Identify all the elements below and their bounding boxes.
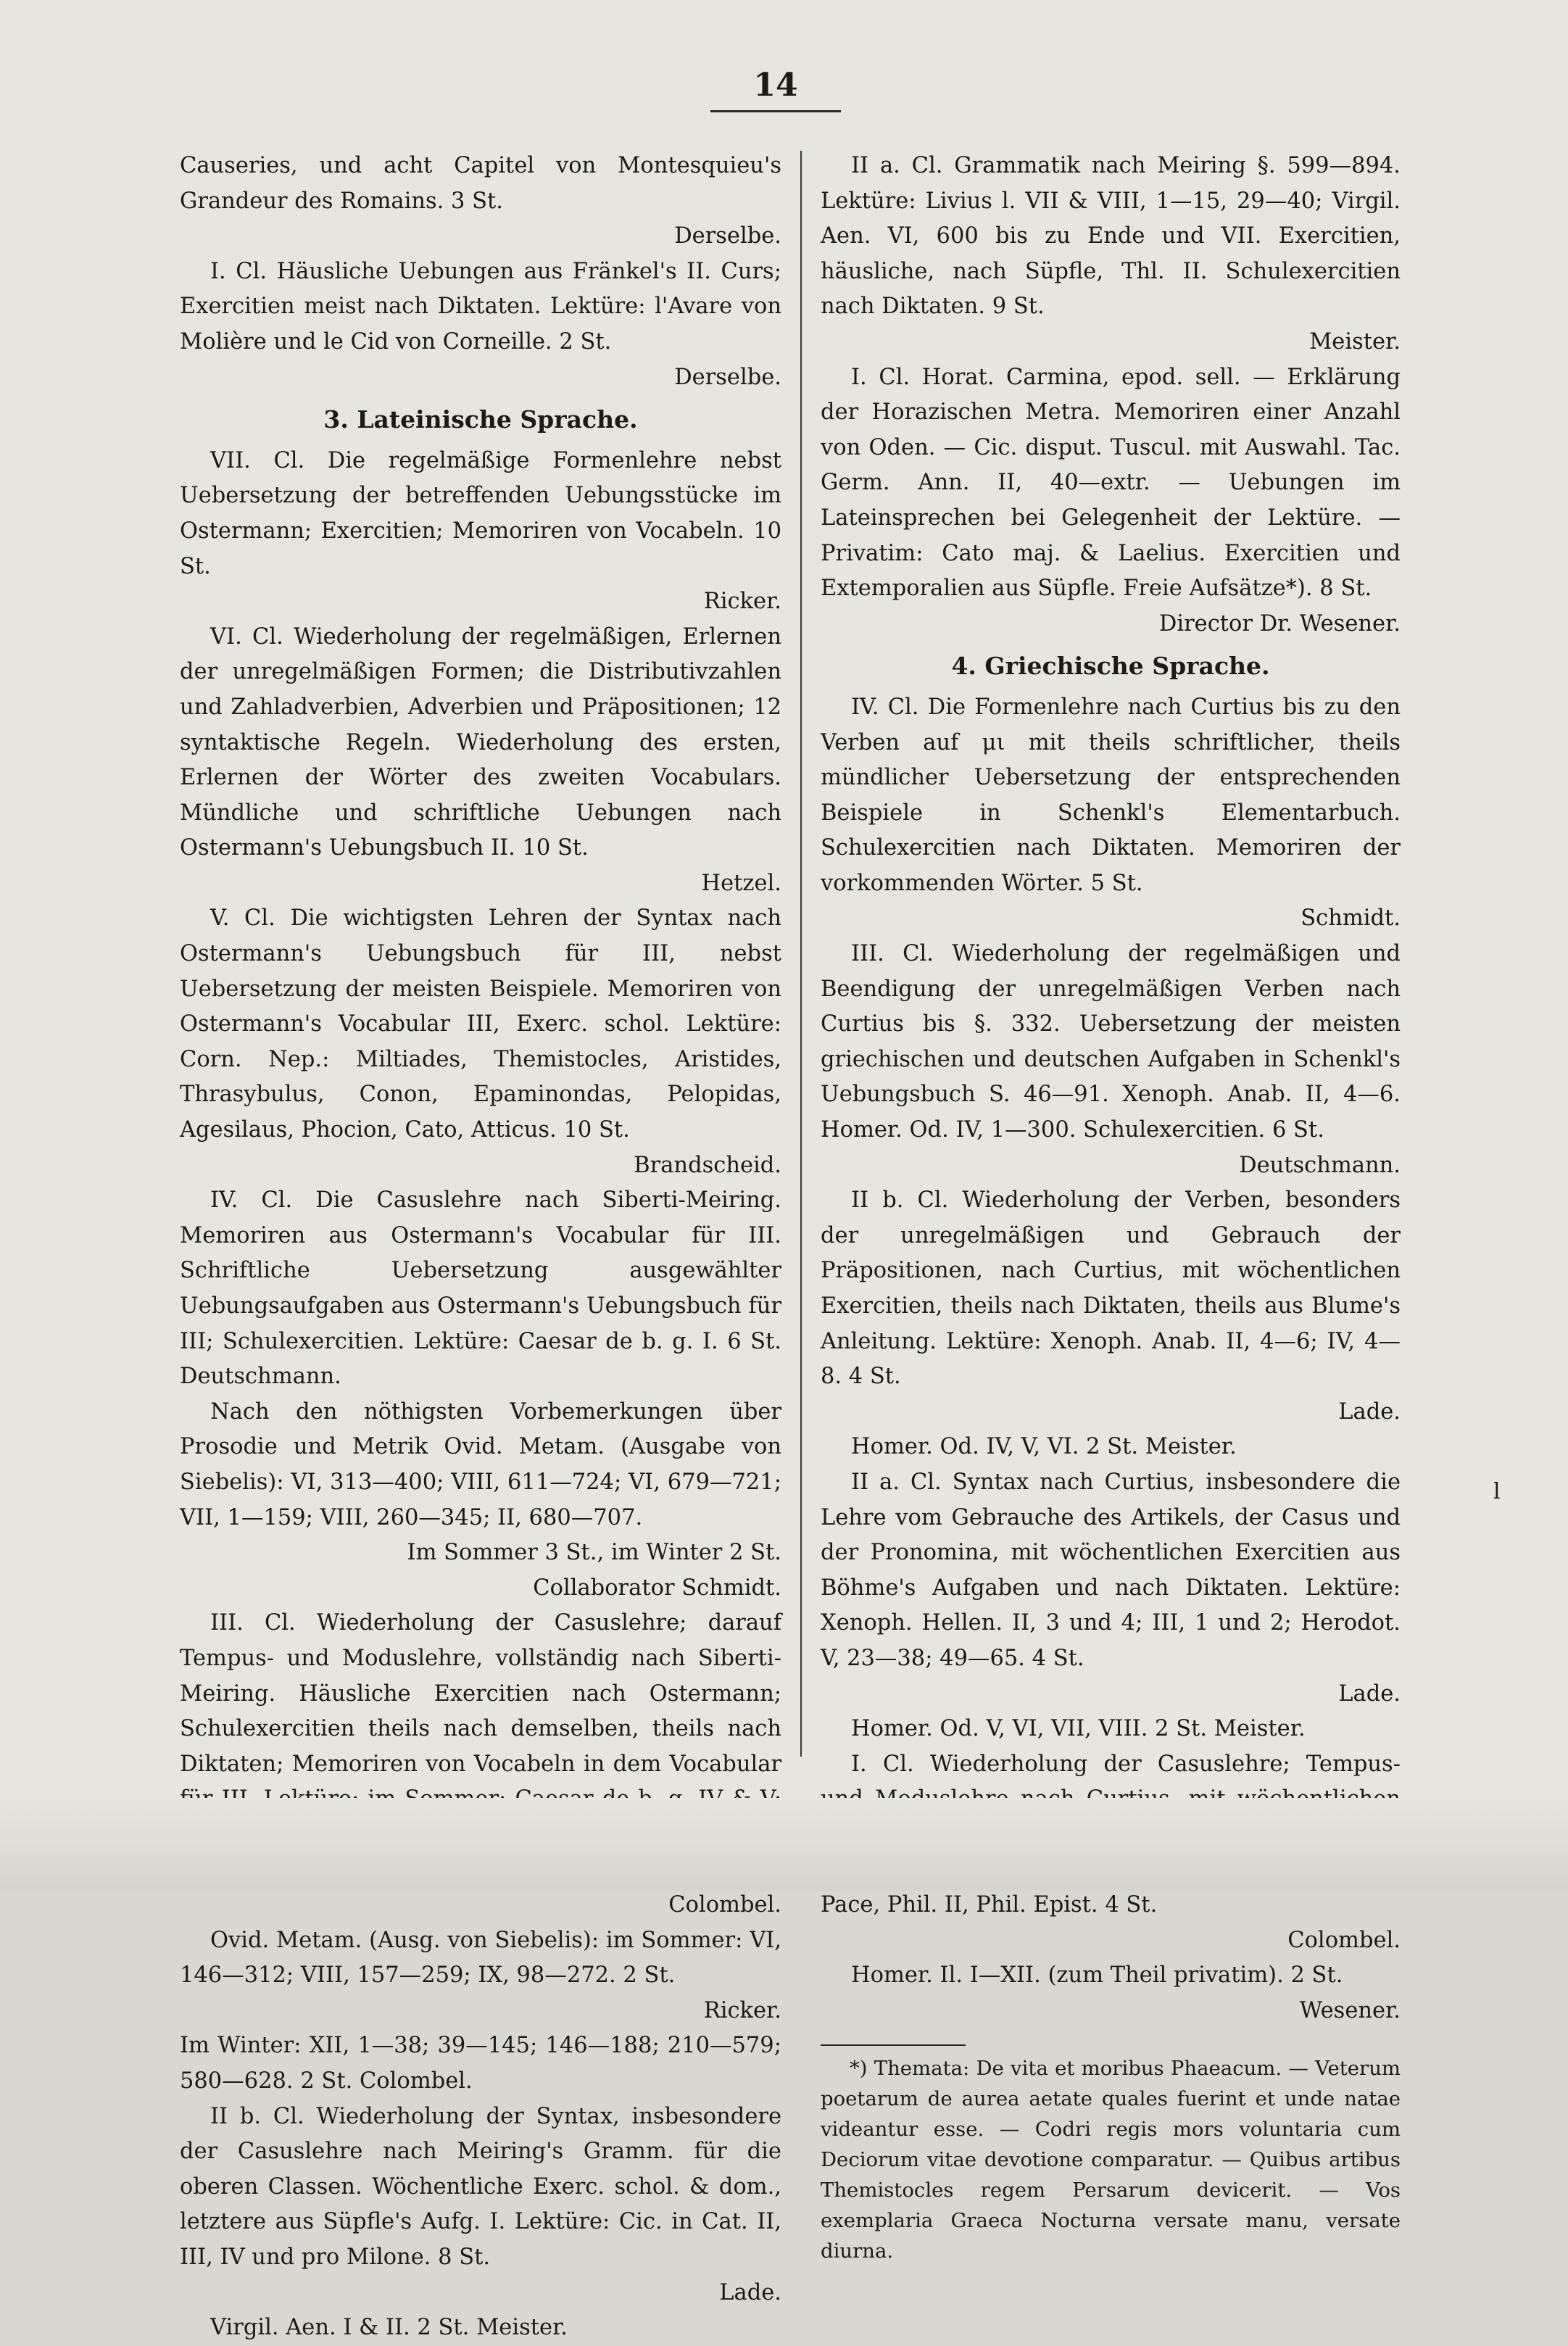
page-edge-shade bbox=[0, 1798, 1568, 1891]
teacher-signature: Brandscheid. bbox=[634, 1152, 781, 1178]
footnote: *) Themata: De vita et moribus Phaeacum. — Veterum poetarum de aurea aetate quales fuerint et unde natae videantur esse. — Codri regis mors voluntaria cum Deciorum vitae devotione comparatur. — Quibus artibus Themistocles regem Persarum devicerit. — Vos exemplaria Graeca Nocturna versate manu, versate diurna. bbox=[821, 2057, 1401, 2263]
course-text: VI. Cl. Wiederholung der regelmäßigen, Erlernen der unregelmäßigen Formen; die Distributivzahlen und Zahladverbien, Adverbien und Präpositionen; 12 syntaktische Regeln. Wiederholung des ersten, Erlernen der Wörter des zweiten Vocabulars. Mündliche und schriftliche Uebungen nach Ostermann's Uebungsbuch II. 10 St. bbox=[180, 623, 781, 861]
course-text: Homer. Od. V, VI, VII, VIII. 2 St. Meister. bbox=[851, 1716, 1306, 1742]
course-paragraph bbox=[180, 620, 781, 866]
course-text: II b. Cl. Wiederholung der Syntax, insbesondere der Casuslehre nach Meiring's Gramm. für die oberen Classen. Wöchentliche Exerc. schol. & dom., letztere aus Süpfle's Aufg. I. Lektüre: Cic. in Cat. II, III, IV und pro Milone. 8 St. bbox=[180, 2103, 781, 2271]
teacher-signature: Ricker. bbox=[703, 589, 781, 615]
teacher-signature: Schmidt. bbox=[1301, 905, 1401, 932]
course-paragraph bbox=[180, 254, 781, 360]
course-text: II a. Cl. Grammatik nach Meiring §. 599—894. Lektüre: Livius l. VII & VIII, 1—15, 29—40; Virgil. Aen. VI, 600 bis zu Ende und VII. Exercitien, häusliche, nach Süpfle, Thl. II. Schulexercitien nach Diktaten. 9 St. bbox=[821, 153, 1401, 320]
teacher-signature: Ricker. bbox=[703, 1997, 781, 2023]
course-text: III. Cl. Wiederholung der regelmäßigen und Beendigung der unregelmäßigen Verben nach Curtius bis §. 332. Uebersetzung der meisten griechischen und deutschen Aufgaben in Schenkl's Uebungsbuch S. 46—91. Xenoph. Anab. II, 4—6. Homer. Od. IV, 1—300. Schulexercitien. 6 St. bbox=[821, 941, 1401, 1143]
course-text: Ovid. Metam. (Ausg. von Siebelis): im Sommer: VI, 146—312; VIII, 157—259; IX, 98—272. 2 St. bbox=[180, 1927, 781, 1989]
course-text: I. Cl. Häusliche Uebungen aus Fränkel's II. Curs; Exercitien meist nach Diktaten. Lektüre: l'Avare von Molière und le Cid von Corneille. 2 St. bbox=[180, 258, 781, 355]
course-paragraph bbox=[180, 1183, 781, 1395]
teacher-signature: Colombel. bbox=[668, 1892, 781, 1918]
course-text: Homer. Il. I—XII. (zum Theil privatim). 2 St. bbox=[851, 1962, 1343, 1989]
course-paragraph bbox=[180, 1395, 781, 1535]
course-text: Causeries, und acht Capitel von Montesquieu's Grandeur des Romains. 3 St. bbox=[180, 153, 781, 214]
course-paragraph bbox=[180, 901, 781, 1148]
teacher-signature: Meister. bbox=[1309, 328, 1401, 355]
teacher-signature: Lade. bbox=[1338, 1680, 1401, 1707]
section-heading: 3. Lateinische Sprache. bbox=[323, 405, 638, 434]
course-text: VII. Cl. Die regelmäßige Formenlehre nebst Uebersetzung der betreffenden Uebungsstücke im Ostermann; Exercitien; Memoriren von Vocabeln. 10 St. bbox=[180, 447, 781, 579]
page-number-rule bbox=[710, 110, 841, 112]
course-text: IV. Cl. Die Formenlehre nach Curtius bis zu den Verben auf μι mit theils schriftlicher, theils mündlicher Uebersetzung der entsprechenden Beispiele in Schenkl's Elementarbuch. Schulexercitien nach Diktaten. Memoriren der vorkommenden Wörter. 5 St. bbox=[821, 694, 1401, 896]
course-paragraph bbox=[821, 149, 1401, 325]
course-paragraph bbox=[821, 1712, 1401, 1747]
right-column-blocks bbox=[821, 149, 1401, 2028]
course-paragraph bbox=[821, 937, 1401, 1148]
course-paragraph bbox=[821, 690, 1401, 902]
course-paragraph bbox=[821, 1183, 1401, 1395]
course-text: I. Cl. Horat. Carmina, epod. sell. — Erklärung der Horazischen Metra. Memoriren einer Anzahl von Oden. — Cic. disput. Tuscul. mit Auswahl. Tac. Germ. Ann. II, 40—extr. — Uebungen im Lateinsprechen bei Gelegenheit der Lektüre. — Privatim: Cato maj. & Laelius. Exercitien und Extemporalien aus Süpfle. Freie Aufsätze*). 8 St. bbox=[821, 364, 1401, 602]
course-paragraph bbox=[180, 2310, 781, 2346]
margin-mark: ⅼ bbox=[1493, 1479, 1501, 1504]
page-number: 14 bbox=[753, 67, 798, 104]
column-divider bbox=[800, 151, 802, 1757]
teacher-signature: Lade. bbox=[1338, 1398, 1401, 1425]
teacher-signature: Hetzel. bbox=[701, 870, 781, 896]
teacher-signature: Im Sommer 3 St., im Winter 2 St. bbox=[407, 1540, 781, 1566]
course-paragraph bbox=[821, 1958, 1401, 1994]
course-paragraph bbox=[180, 149, 781, 219]
course-text: III. Cl. Wiederholung der Casuslehre; darauf Tempus- und Moduslehre, vollständig nach Siberti-Meiring. Häusliche Exercitien nach Ostermann; Schulexercitien theils nach demselben, theils nach Diktaten; Memoriren von Vocabeln in dem Vocabular bbox=[180, 1610, 781, 1777]
teacher-signature: Collaborator Schmidt. bbox=[533, 1575, 781, 1601]
course-text: Virgil. Aen. I & II. 2 St. Meister. bbox=[210, 2315, 568, 2341]
course-paragraph bbox=[821, 1465, 1401, 1677]
section-heading: 4. Griechische Sprache. bbox=[951, 652, 1270, 681]
teacher-signature: Deutschmann. bbox=[1239, 1152, 1401, 1178]
right-column bbox=[821, 149, 1401, 2266]
left-column bbox=[180, 149, 781, 2346]
teacher-signature: Director Dr. Wesener. bbox=[1158, 610, 1401, 637]
course-text: Homer. Od. IV, V, VI. 2 St. Meister. bbox=[851, 1434, 1237, 1460]
teacher-signature: Wesener. bbox=[1299, 1997, 1401, 2023]
course-text: V. Cl. Die wichtigsten Lehren der Syntax nach Ostermann's Uebungsbuch für III, nebst Uebersetzung der meisten Beispiele. Memoriren von Ostermann's Vocabular III, Exerc. schol. Lektüre: Corn. Nep.: Miltiades, Themistocles, Aristides, Thrasybulus, Conon, Epaminondas, Pelopidas, Agesilaus, Phocion, Cato, Atticus. 10 St. bbox=[180, 905, 781, 1143]
teacher-signature: Derselbe. bbox=[674, 364, 781, 390]
course-paragraph bbox=[821, 1430, 1401, 1465]
course-text: I. Cl. Wiederholung der Casuslehre; Tempus- Pace, Phil. II, Phil. Epist. 4 St. bbox=[821, 1751, 1401, 1918]
course-paragraph bbox=[180, 1923, 781, 1994]
teacher-signature: Lade. bbox=[719, 2279, 781, 2305]
course-text: IV. Cl. Die Casuslehre nach Siberti-Meiring. Memoriren aus Ostermann's Vocabular für III. Schriftliche Uebersetzung ausgewählter Uebungsaufgaben aus Ostermann's Uebungsbuch für III; Schulexercitien. Lektüre: Caesar de b. g. I. 6 St. Deutschmann. bbox=[180, 1187, 781, 1390]
teacher-signature: Colombel. bbox=[1287, 1927, 1401, 1953]
course-paragraph bbox=[821, 360, 1401, 607]
course-text: II b. Cl. Wiederholung der Verben, besonders der unregelmäßigen und Gebrauch der Präpositionen, nach Curtius, mit wöchentlichen Exercitien, theils nach Diktaten, theils aus Blume's Anleitung. Lektüre: Xenoph. Anab. II, 4—6; IV, 4—8. 4 St. bbox=[821, 1187, 1401, 1390]
course-paragraph bbox=[180, 444, 781, 584]
footnote-rule bbox=[821, 2044, 966, 2046]
course-text: Nach den nöthigsten Vorbemerkungen über Prosodie und Metrik Ovid. Metam. (Ausgabe von Siebelis): VI, 313—400; VIII, 611—724; VI, 679—721; VII, 1—159; VIII, 260—345; II, 680—707. bbox=[180, 1398, 781, 1530]
course-text: Im Winter: XII, 1—38; 39—145; 146—188; 210—579; 580—628. 2 St. Colombel. bbox=[180, 2033, 781, 2094]
teacher-signature: Derselbe. bbox=[674, 223, 781, 249]
course-paragraph bbox=[180, 2028, 781, 2099]
course-text: II a. Cl. Syntax nach Curtius, insbesondere die Lehre vom Gebrauche des Artikels, der Casus und der Pronomina, mit wöchentlichen Exercitien aus Böhme's Aufgaben und nach Diktaten. Lektüre: Xenoph. Hellen. II, 3 und 4; III, 1 und 2; Herodot. V, 23—38; 49—65. 4 St. bbox=[821, 1469, 1401, 1671]
course-paragraph bbox=[180, 2100, 781, 2276]
